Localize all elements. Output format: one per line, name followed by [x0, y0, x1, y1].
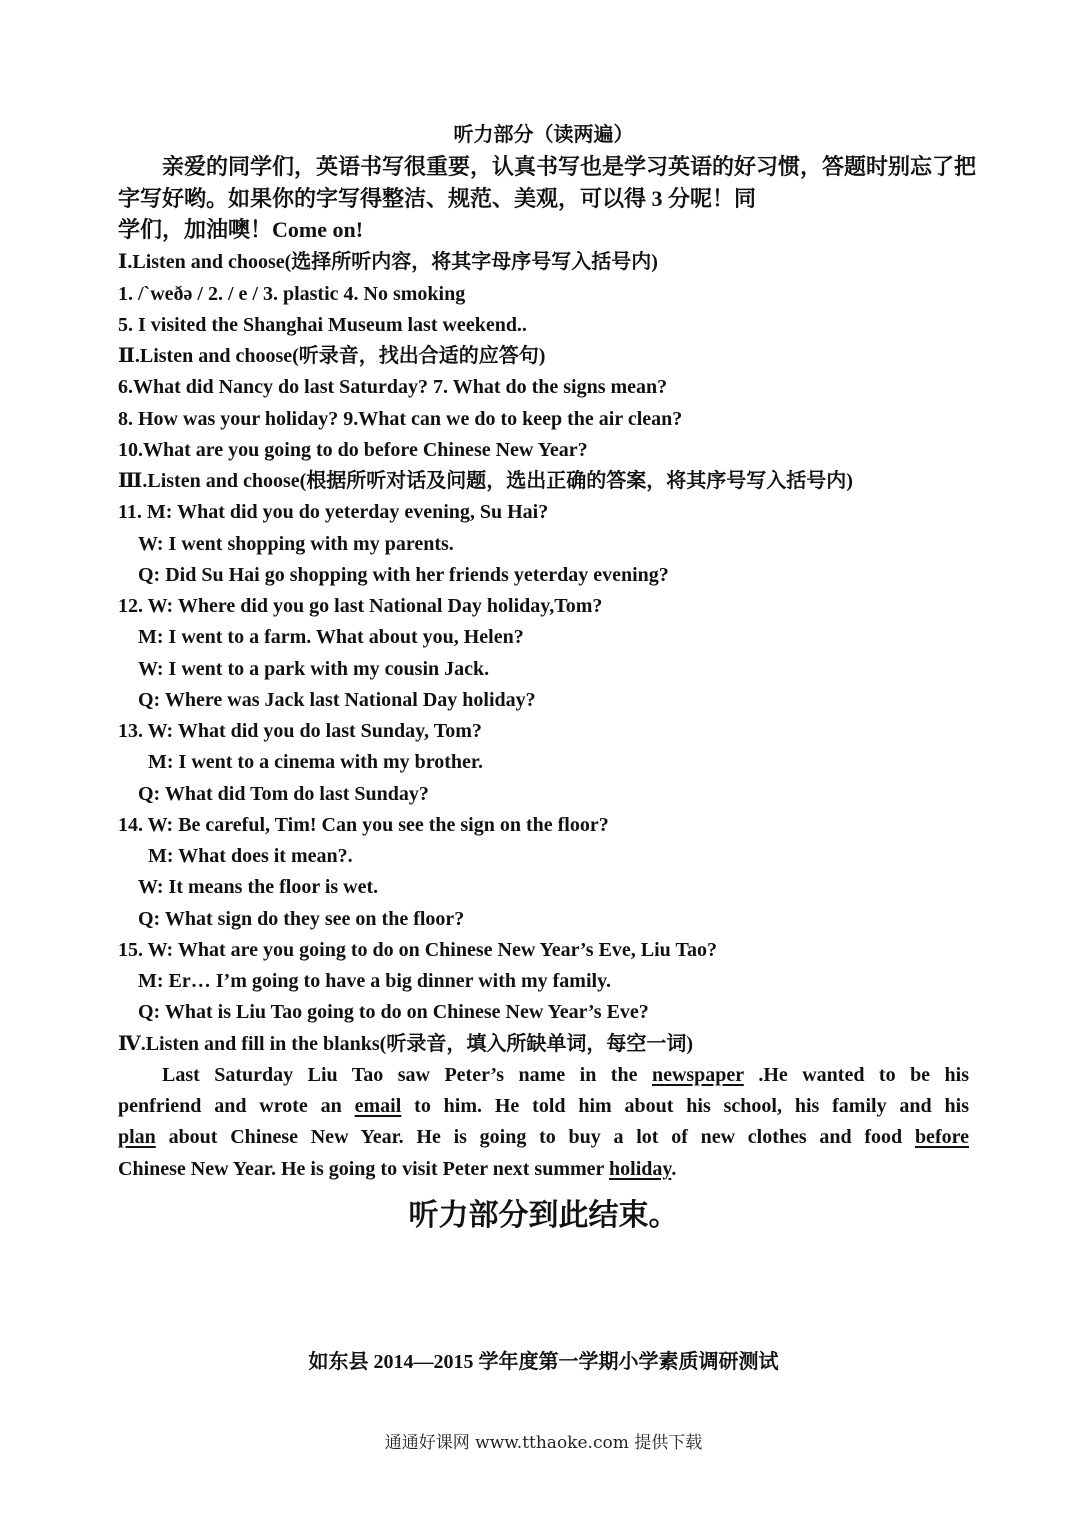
- passage-text: penfriend and wrote an: [118, 1095, 342, 1117]
- footer-source: 通通好课网 www.tthaoke.com 提供下载: [384, 1433, 703, 1453]
- section-1-title: Ⅰ.Listen and choose(选择所听内容，将其字母序号写入括号内): [118, 251, 658, 273]
- dialogue-line: Q: Where was Jack last National Day holiday?: [138, 689, 536, 711]
- section-4-title: Ⅳ.Listen and fill in the blanks(听录音，填入所缺单词，每空一词): [118, 1033, 693, 1055]
- section-3-title: Ⅲ.Listen and choose(根据所听对话及问题，选出正确的答案，将其序号写入括号内): [118, 470, 853, 492]
- listening-heading: 听力部分（读两遍）: [453, 124, 634, 146]
- passage-line-3: [118, 1123, 969, 1151]
- section-2-title: Ⅱ.Listen and choose(听录音，找出合适的应答句): [118, 345, 546, 367]
- passage-text: Chinese New Year. He is going to visit Peter next summer: [118, 1158, 605, 1180]
- section-2-row-1: 6.What did Nancy do last Saturday? 7. What do the signs mean?: [118, 376, 668, 398]
- passage-text: Last Saturday Liu Tao saw Peter’s name in the: [162, 1064, 638, 1086]
- blank-answer-plan: plan: [118, 1126, 156, 1148]
- passage-line-2: [118, 1092, 969, 1120]
- intro-line-2: 字写好哟。如果你的字写得整洁、规范、美观，可以得 3 分呢！同: [118, 186, 757, 211]
- intro-line-1: 亲爱的同学们，英语书写很重要，认真书写也是学习英语的好习惯，答题时别忘了把: [162, 154, 977, 179]
- dialogue-line: Q: What is Liu Tao going to do on Chinese New Year’s Eve?: [138, 1001, 649, 1023]
- dialogue-line: Q: What did Tom do last Sunday?: [138, 783, 429, 805]
- dialogue-line: W: It means the floor is wet.: [138, 876, 379, 898]
- dialogue-line: M: What does it mean?.: [148, 845, 353, 867]
- blank-answer-newspaper: newspaper: [651, 1064, 744, 1086]
- blank-answer-holiday: holiday: [609, 1158, 672, 1180]
- intro-line-3: 学们，加油噢！Come on!: [118, 217, 364, 242]
- passage-text: .He wanted to be his: [758, 1064, 970, 1086]
- blank-answer-before: before: [914, 1126, 969, 1148]
- passage-line-4: [118, 1155, 676, 1183]
- dialogue-line: Q: What sign do they see on the floor?: [138, 908, 465, 930]
- dialogue-line: M: I went to a farm. What about you, Helen?: [138, 626, 524, 648]
- dialogue-line: 12. W: Where did you go last National Day holiday,Tom?: [118, 595, 603, 617]
- section-1-row-1: 1. /ˋweðə / 2. / e / 3. plastic 4. No smoking: [118, 283, 466, 305]
- dialogue-line: 14. W: Be careful, Tim! Can you see the sign on the floor?: [118, 814, 609, 836]
- dialogue-line: M: I went to a cinema with my brother.: [148, 751, 483, 773]
- dialogue-line: 11. M: What did you do yeterday evening, Su Hai?: [118, 501, 549, 523]
- exam-title: 如东县 2014—2015 学年度第一学期小学素质调研测试: [308, 1351, 779, 1373]
- dialogue-line: 13. W: What did you do last Sunday, Tom?: [118, 720, 482, 742]
- section-2-row-3: 10.What are you going to do before Chinese New Year?: [118, 439, 588, 461]
- listening-end-text: 听力部分到此结束。: [408, 1198, 679, 1233]
- passage-text: about Chinese New Year. He is going to buy a lot of new clothes and food: [168, 1126, 903, 1148]
- dialogue-line: Q: Did Su Hai go shopping with her friends yeterday evening?: [138, 564, 669, 586]
- passage-line-1: [118, 1061, 969, 1089]
- blank-answer-email: email: [354, 1095, 402, 1117]
- dialogue-line: M: Er… I’m going to have a big dinner with my family.: [138, 970, 611, 992]
- section-2-row-2: 8. How was your holiday? 9.What can we do to keep the air clean?: [118, 408, 683, 430]
- dialogue-line: 15. W: What are you going to do on Chinese New Year’s Eve, Liu Tao?: [118, 939, 717, 961]
- passage-text: to him. He told him about his school, his family and his: [414, 1095, 969, 1117]
- dialogue-line: W: I went shopping with my parents.: [138, 533, 454, 555]
- section-1-row-2: 5. I visited the Shanghai Museum last weekend..: [118, 314, 527, 336]
- dialogue-line: W: I went to a park with my cousin Jack.: [138, 658, 490, 680]
- passage-text: .: [671, 1158, 677, 1180]
